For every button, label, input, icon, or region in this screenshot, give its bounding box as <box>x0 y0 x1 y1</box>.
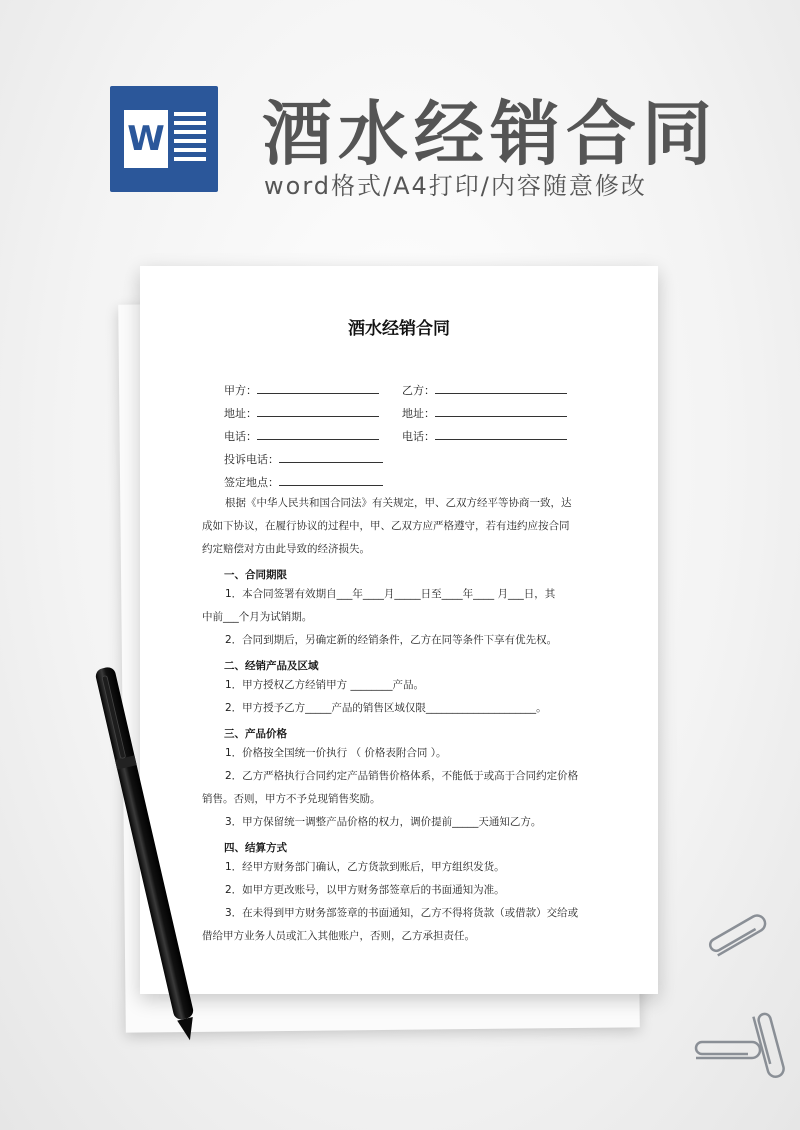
complaint-phone-label: 投诉电话： <box>224 453 279 466</box>
hero-title: 酒水经销合同 <box>262 93 718 175</box>
section-heading: 一、合同期限 <box>224 569 287 581</box>
clause-line: 1．甲方授权乙方经销甲方 ________产品。 <box>225 679 425 691</box>
hero-subtitle: word格式/A4打印/内容随意修改 <box>264 172 647 200</box>
section-heading: 三、产品价格 <box>224 728 287 740</box>
clause-line: 1．经甲方财务部门确认，乙方货款到账后，甲方组织发货。 <box>225 861 505 873</box>
section-heading: 四、结算方式 <box>224 842 287 854</box>
intro-line: 成如下协议，在履行协议的过程中，甲、乙双方应严格遵守，若有违约应按合同 <box>202 520 570 532</box>
paperclip-icon <box>700 908 780 968</box>
clause-line: 2．甲方授予乙方_____产品的销售区域仅限_____________________。 <box>225 702 547 714</box>
intro-line: 约定赔偿对方由此导致的经济损失。 <box>202 543 370 555</box>
clause-line: 2．如甲方更改账号，以甲方财务部签章后的书面通知为准。 <box>225 884 505 896</box>
clause-line: 3．在未得到甲方财务部签章的书面通知，乙方不得将货款（或借款）交给或 <box>225 907 579 919</box>
clause-line: 销售。否则，甲方不予兑现销售奖励。 <box>202 793 381 805</box>
phone-b-label: 电话： <box>402 430 435 443</box>
clause-line: 借给甲方业务人员或汇入其他账户，否则，乙方承担责任。 <box>202 930 475 942</box>
clause-line: 3．甲方保留统一调整产品价格的权力，调价提前_____天通知乙方。 <box>225 816 542 828</box>
clause-line: 2．合同到期后，另确定新的经销条件，乙方在同等条件下享有优先权。 <box>225 634 558 646</box>
intro-line: 根据《中华人民共和国合同法》有关规定，甲、乙双方经平等协商一致，达 <box>225 497 572 509</box>
section-heading: 二、经销产品及区域 <box>224 660 319 672</box>
paperclip-icon <box>748 1008 788 1088</box>
sign-place-label: 签定地点： <box>224 476 279 489</box>
phone-a-label: 电话： <box>224 430 257 443</box>
address-a-label: 地址： <box>224 407 257 420</box>
document-title: 酒水经销合同 <box>348 319 450 339</box>
clause-line: 2．乙方严格执行合同约定产品销售价格体系，不能低于或高于合同约定价格 <box>225 770 579 782</box>
word-letter: W <box>124 110 168 168</box>
clause-line: 中前___个月为试销期。 <box>202 611 313 623</box>
clause-line: 1．价格按全国统一价执行 （ 价格表附合同 ）。 <box>225 747 447 759</box>
address-b-label: 地址： <box>402 407 435 420</box>
clause-line: 1．本合同签署有效期自___年____月_____日至____年____ 月___日，其 <box>225 588 556 600</box>
party-b-label: 乙方： <box>402 384 435 397</box>
party-a-label: 甲方： <box>224 384 257 397</box>
